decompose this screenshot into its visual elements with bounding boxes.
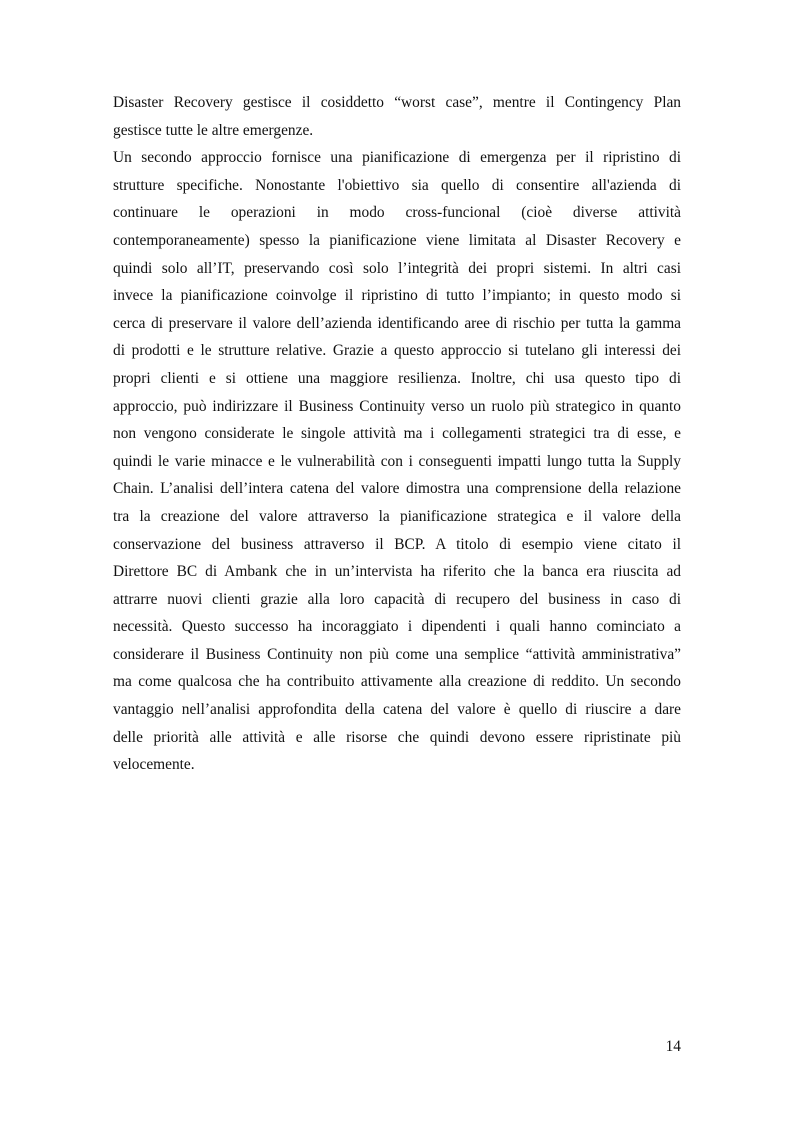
text-line: Chain. L’analisi dell’intera catena del valore dimostra una comprensione della relazione <box>113 480 681 498</box>
text-line: delle priorità alle attività e alle risorse che quindi devono essere ripristinate più <box>113 728 681 746</box>
text-line: quindi le varie minacce e le vulnerabilità con i conseguenti impatti lungo tutta la Supply <box>113 452 681 470</box>
text-line: strutture specifiche. Nonostante l'obiettivo sia quello di consentire all'azienda di <box>113 176 681 194</box>
text-line: ma come qualcosa che ha contribuito attivamente alla creazione di reddito. Un secondo <box>113 673 681 691</box>
text-line: conservazione del business attraverso il BCP. A titolo di esempio viene citato il <box>113 535 681 553</box>
text-line: necessità. Questo successo ha incoraggiato i dipendenti i quali hanno cominciato a <box>113 618 681 636</box>
text-line: propri clienti e si ottiene una maggiore resilienza. Inoltre, chi usa questo tipo di <box>113 369 681 387</box>
body-text <box>113 89 681 779</box>
text-line: considerare il Business Continuity non più come una semplice “attività amministrativa” <box>113 645 681 663</box>
text-line: Direttore BC di Ambank che in un’intervista ha riferito che la banca era riuscita ad <box>113 563 681 581</box>
text-line: continuare le operazioni in modo cross-funcional (cioè diverse attività <box>113 204 681 222</box>
text-line: Disaster Recovery gestisce il cosiddetto “worst case”, mentre il Contingency Plan <box>113 94 681 111</box>
text-line: quindi solo all’IT, preservando così solo l’integrità dei propri sistemi. In altri casi <box>113 259 681 277</box>
text-line: non vengono considerate le singole attività ma i collegamenti strategici tra di esse, e <box>113 425 681 443</box>
text-line: tra la creazione del valore attraverso la pianificazione strategica e il valore della <box>113 507 681 525</box>
text-line: velocemente. <box>113 756 195 774</box>
text-line: attrarre nuovi clienti grazie alla loro capacità di recupero del business in caso di <box>113 590 681 608</box>
text-line: gestisce tutte le altre emergenze. <box>113 121 314 139</box>
text-line: vantaggio nell’analisi approfondita della catena del valore è quello di riuscire a dare <box>113 701 681 719</box>
text-line: invece la pianificazione coinvolge il ripristino di tutto l’impianto; in questo modo si <box>113 287 681 305</box>
page-number: 14 <box>665 1038 681 1055</box>
text-line: approccio, può indirizzare il Business Continuity verso un ruolo più strategico in quanto <box>113 397 681 415</box>
text-line: di prodotti e le strutture relative. Grazie a questo approccio si tutelano gli interessi dei <box>113 342 681 360</box>
text-line: Un secondo approccio fornisce una pianificazione di emergenza per il ripristino di <box>113 149 681 167</box>
text-line: cerca di preservare il valore dell’azienda identificando aree di rischio per tutta la gamma <box>113 314 681 332</box>
text-line: contemporaneamente) spesso la pianificazione viene limitata al Disaster Recovery e <box>113 231 681 249</box>
